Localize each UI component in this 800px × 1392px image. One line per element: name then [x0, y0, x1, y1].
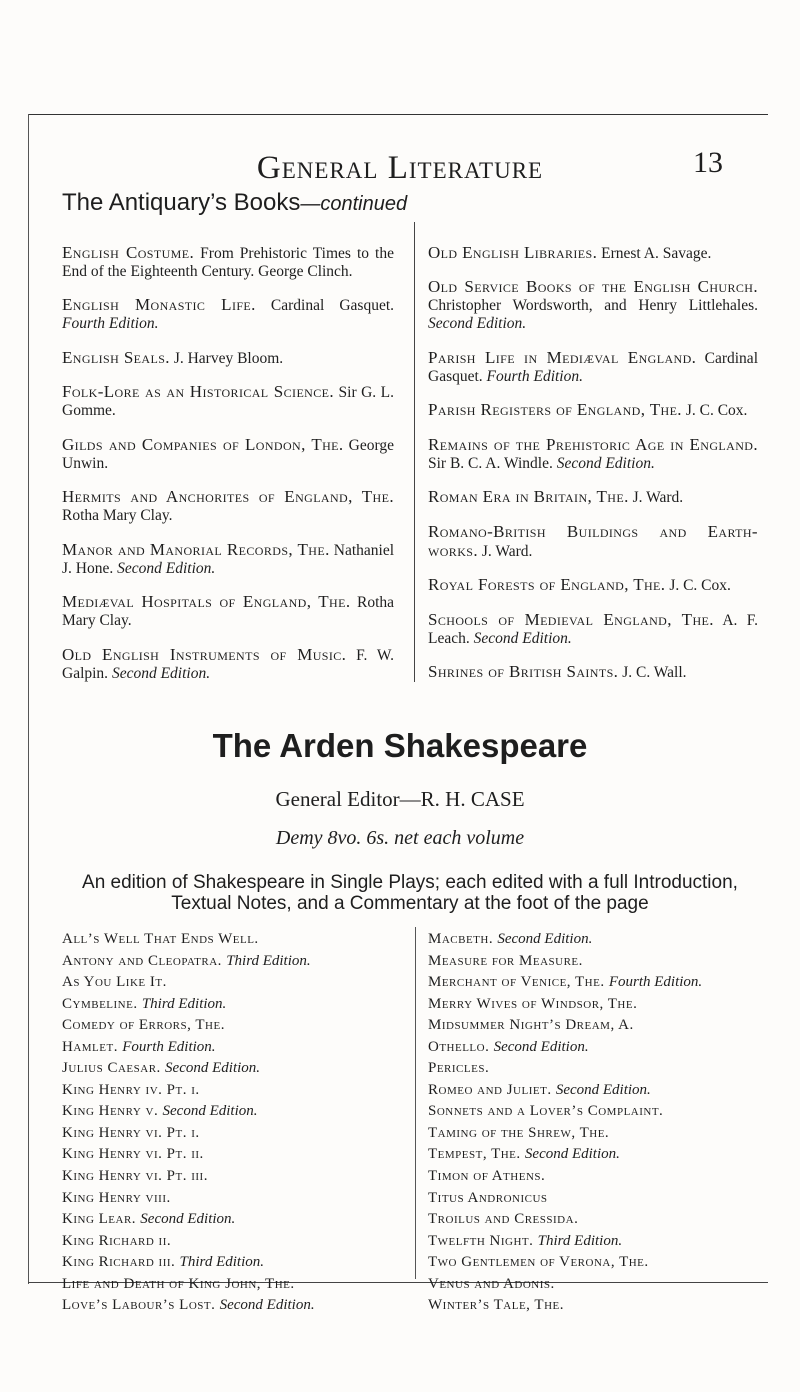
- book-edition: Second Edition.: [111, 664, 211, 682]
- play-item: [428, 1252, 763, 1274]
- play-item: [428, 929, 763, 951]
- book-entry: [428, 523, 758, 561]
- book-title: Schools of Medieval England, The.: [428, 609, 714, 629]
- play-item: [428, 1080, 763, 1102]
- play-item: [428, 994, 763, 1016]
- book-title: Parish Life in Mediæval England.: [428, 347, 697, 367]
- play-edition: Second Edition.: [493, 1038, 589, 1055]
- play-title: Venus and Adonis.: [428, 1275, 555, 1292]
- arden-title: The Arden Shakespeare: [212, 727, 588, 764]
- book-entry: [62, 296, 394, 333]
- book-author: Christopher Wordsworth, and Henry Littlehales.: [428, 297, 758, 314]
- play-item: [62, 1101, 392, 1123]
- play-item: [62, 1295, 392, 1317]
- play-item: [428, 1295, 763, 1317]
- play-edition: Third Edition.: [141, 995, 227, 1012]
- book-entry: [428, 349, 758, 386]
- play-title: Two Gentlemen of Verona, The.: [428, 1254, 649, 1271]
- play-item: [428, 972, 763, 994]
- play-title: Titus Andronicus: [428, 1189, 548, 1206]
- play-item: [428, 1166, 763, 1188]
- book-title: Royal Forests of England, The.: [428, 575, 666, 594]
- play-item: [428, 1037, 763, 1059]
- play-title: Tempest, The.: [428, 1146, 521, 1163]
- play-item: [428, 1209, 763, 1231]
- book-title: Hermits and Anchorites of England, The.: [62, 487, 394, 506]
- play-title: Midsummer Night’s Dream, A.: [428, 1017, 634, 1034]
- play-title: King Henry v.: [62, 1103, 159, 1120]
- book-title: Remains of the Prehistoric Age in England.: [428, 434, 758, 454]
- book-author: F. W. Galpin.: [62, 646, 394, 682]
- book-title: English Seals.: [62, 347, 170, 367]
- book-title: Manor and Manorial Records, The.: [62, 539, 330, 559]
- plays-column-divider: [415, 927, 416, 1279]
- play-edition: Third Edition.: [537, 1232, 623, 1249]
- book-author: Ernest A. Savage.: [601, 244, 712, 262]
- arden-format: Demy 8vo. 6s. net each volume: [275, 827, 525, 849]
- play-item: [428, 1123, 763, 1145]
- play-title: Julius Caesar.: [62, 1060, 161, 1077]
- book-author: Cardinal Gasquet.: [270, 297, 395, 314]
- book-entry: [62, 541, 394, 578]
- book-author: J. C. Cox.: [685, 402, 748, 419]
- book-entry: [428, 278, 758, 333]
- book-entry: [428, 436, 758, 473]
- play-title: Sonnets and a Lover’s Complaint.: [428, 1103, 664, 1120]
- book-author: A. F. Leach.: [428, 611, 758, 647]
- play-item: [428, 951, 763, 973]
- play-title: Othello.: [428, 1038, 490, 1055]
- play-item: [62, 1058, 392, 1080]
- book-author: J. Harvey Bloom.: [173, 349, 284, 367]
- play-item: [62, 1015, 392, 1037]
- play-item: [62, 1231, 392, 1253]
- play-title: Timon of Athens.: [428, 1168, 546, 1185]
- play-item: [62, 1274, 392, 1296]
- antiquary-list-right: [428, 228, 758, 696]
- play-title: King Henry vi. Pt. iii.: [62, 1168, 208, 1185]
- play-title: All’s Well That Ends Well.: [62, 931, 259, 947]
- book-author: Rotha Mary Clay.: [62, 594, 395, 629]
- play-item: [428, 1144, 763, 1166]
- play-item: [62, 972, 392, 994]
- book-entry: [62, 488, 394, 525]
- play-edition: Fourth Edition.: [122, 1038, 216, 1055]
- play-item: [428, 1231, 763, 1253]
- play-item: [428, 1101, 763, 1123]
- book-entry: [428, 663, 758, 682]
- plays-list-right: [428, 929, 763, 1317]
- play-item: [62, 1209, 392, 1231]
- book-edition: Second Edition.: [556, 454, 655, 472]
- play-item: [62, 1123, 392, 1145]
- play-title: King Henry iv. Pt. i.: [62, 1081, 200, 1098]
- play-edition: Second Edition.: [162, 1103, 258, 1120]
- play-item: [62, 951, 392, 973]
- play-title: King Henry vi. Pt. i.: [62, 1124, 200, 1141]
- play-title: King Henry vi. Pt. ii.: [62, 1146, 204, 1163]
- book-edition: Second Edition.: [117, 559, 216, 577]
- antiquary-list-left: [62, 228, 394, 697]
- section-title-text: The Antiquary’s Books: [62, 189, 301, 216]
- play-item: [62, 1252, 392, 1274]
- play-title: Merry Wives of Windsor, The.: [428, 995, 638, 1012]
- book-entry: [428, 244, 758, 263]
- play-title: Romeo and Juliet.: [428, 1081, 552, 1098]
- play-title: King Richard iii.: [62, 1254, 176, 1271]
- play-title: Antony and Cleopatra.: [62, 952, 222, 969]
- play-title: King Henry viii.: [62, 1189, 171, 1206]
- book-entry: [62, 593, 394, 630]
- play-edition: Third Edition.: [179, 1254, 265, 1271]
- book-edition: Second Edition.: [428, 315, 527, 332]
- book-entry: [62, 349, 394, 368]
- play-item: [62, 1188, 392, 1210]
- book-author: Nathaniel J. Hone.: [62, 541, 395, 577]
- book-title: English Costume.: [62, 242, 195, 262]
- book-edition: Second Edition.: [473, 629, 572, 647]
- play-title: Life and Death of King John, The.: [62, 1275, 295, 1292]
- play-item: [62, 929, 392, 951]
- play-title: Taming of the Shrew, The.: [428, 1124, 610, 1141]
- book-title: English Monastic Life.: [62, 295, 256, 314]
- arden-editor: General Editor—R. H. CASE: [275, 787, 525, 811]
- play-item: [428, 1274, 763, 1296]
- book-title: Shrines of British Saints.: [428, 662, 619, 681]
- book-author: Sir B. C. A. Windle.: [428, 454, 553, 472]
- book-title: Old Service Books of the English Church.: [428, 277, 758, 296]
- play-item: [62, 1037, 392, 1059]
- play-title: Measure for Measure.: [428, 952, 583, 969]
- play-item: [62, 1166, 392, 1188]
- section-continued: —continued: [300, 193, 408, 215]
- book-edition: Fourth Edition.: [486, 367, 583, 385]
- play-item: [62, 1080, 392, 1102]
- book-author: J. Ward.: [632, 489, 684, 506]
- book-title: Roman Era in Britain, The.: [428, 487, 629, 506]
- play-edition: Fourth Edition.: [608, 974, 703, 991]
- play-item: [428, 1015, 763, 1037]
- play-edition: Second Edition.: [497, 931, 593, 947]
- play-title: King Lear.: [62, 1211, 137, 1228]
- book-title: Folk-Lore as an Historical Science.: [62, 382, 335, 401]
- play-title: King Richard ii.: [62, 1232, 172, 1249]
- book-author: Rotha Mary Clay.: [62, 507, 173, 524]
- book-author: J. C. Wall.: [622, 664, 687, 681]
- book-author: George Unwin.: [62, 436, 394, 472]
- play-title: Troilus and Cressida.: [428, 1211, 579, 1228]
- book-entry: [62, 646, 394, 683]
- play-item: [428, 1058, 763, 1080]
- book-title: Old English Instruments of Music.: [62, 644, 347, 664]
- book-author: J. Ward.: [481, 542, 533, 560]
- play-title: Love’s Labour’s Lost.: [62, 1297, 216, 1314]
- play-title: Twelfth Night.: [428, 1232, 534, 1249]
- play-edition: Third Edition.: [226, 952, 311, 969]
- top-rule: [28, 114, 768, 115]
- book-entry: [62, 383, 394, 420]
- book-entry: [428, 488, 758, 507]
- play-edition: Second Edition.: [524, 1146, 620, 1163]
- play-edition: Second Edition.: [219, 1297, 315, 1314]
- play-title: Macbeth.: [428, 931, 494, 947]
- play-edition: Second Edition.: [555, 1081, 651, 1098]
- book-author: From Prehistoric Times to the End of the Eighteenth Century. George Clinch.: [62, 244, 394, 280]
- left-rule: [28, 114, 29, 1284]
- book-entry: [428, 611, 758, 648]
- book-author: J. C. Cox.: [669, 577, 731, 594]
- play-title: Hamlet.: [62, 1038, 118, 1055]
- book-entry: [428, 401, 758, 420]
- section-title: [62, 189, 407, 217]
- play-item: [428, 1188, 763, 1210]
- book-edition: Fourth Edition.: [62, 315, 159, 332]
- play-title: Merchant of Venice, The.: [428, 974, 605, 991]
- book-entry: [428, 576, 758, 595]
- play-edition: Second Edition.: [165, 1060, 261, 1077]
- book-author: Cardinal Gasquet.: [428, 349, 758, 385]
- play-title: Cymbeline.: [62, 995, 138, 1012]
- play-title: Comedy of Errors, The.: [62, 1017, 225, 1034]
- book-entry: [62, 436, 394, 473]
- plays-list-left: [62, 929, 392, 1317]
- play-title: Winter’s Tale, The.: [428, 1297, 564, 1314]
- page-number: 13: [693, 146, 723, 179]
- book-title: Romano-British Buildings and Earth-works.: [428, 521, 758, 560]
- play-title: Pericles.: [428, 1060, 490, 1077]
- book-title: Old English Libraries.: [428, 242, 598, 262]
- running-head: General Literature: [256, 150, 544, 186]
- column-divider: [414, 222, 415, 682]
- book-entry: [62, 244, 394, 281]
- play-title: As You Like It.: [62, 974, 167, 991]
- play-item: [62, 1144, 392, 1166]
- book-author: Sir G. L. Gomme.: [62, 384, 394, 419]
- play-item: [62, 994, 392, 1016]
- play-edition: Second Edition.: [140, 1211, 236, 1228]
- book-title: Gilds and Companies of London, The.: [62, 434, 344, 454]
- book-title: Parish Registers of England, The.: [428, 400, 682, 419]
- arden-description: An edition of Shakespeare in Single Plays; each edited with a full Introduction, Textual Notes, and a Commentary at the foot of the page: [82, 872, 738, 914]
- book-title: Mediæval Hospitals of England, The.: [62, 592, 351, 611]
